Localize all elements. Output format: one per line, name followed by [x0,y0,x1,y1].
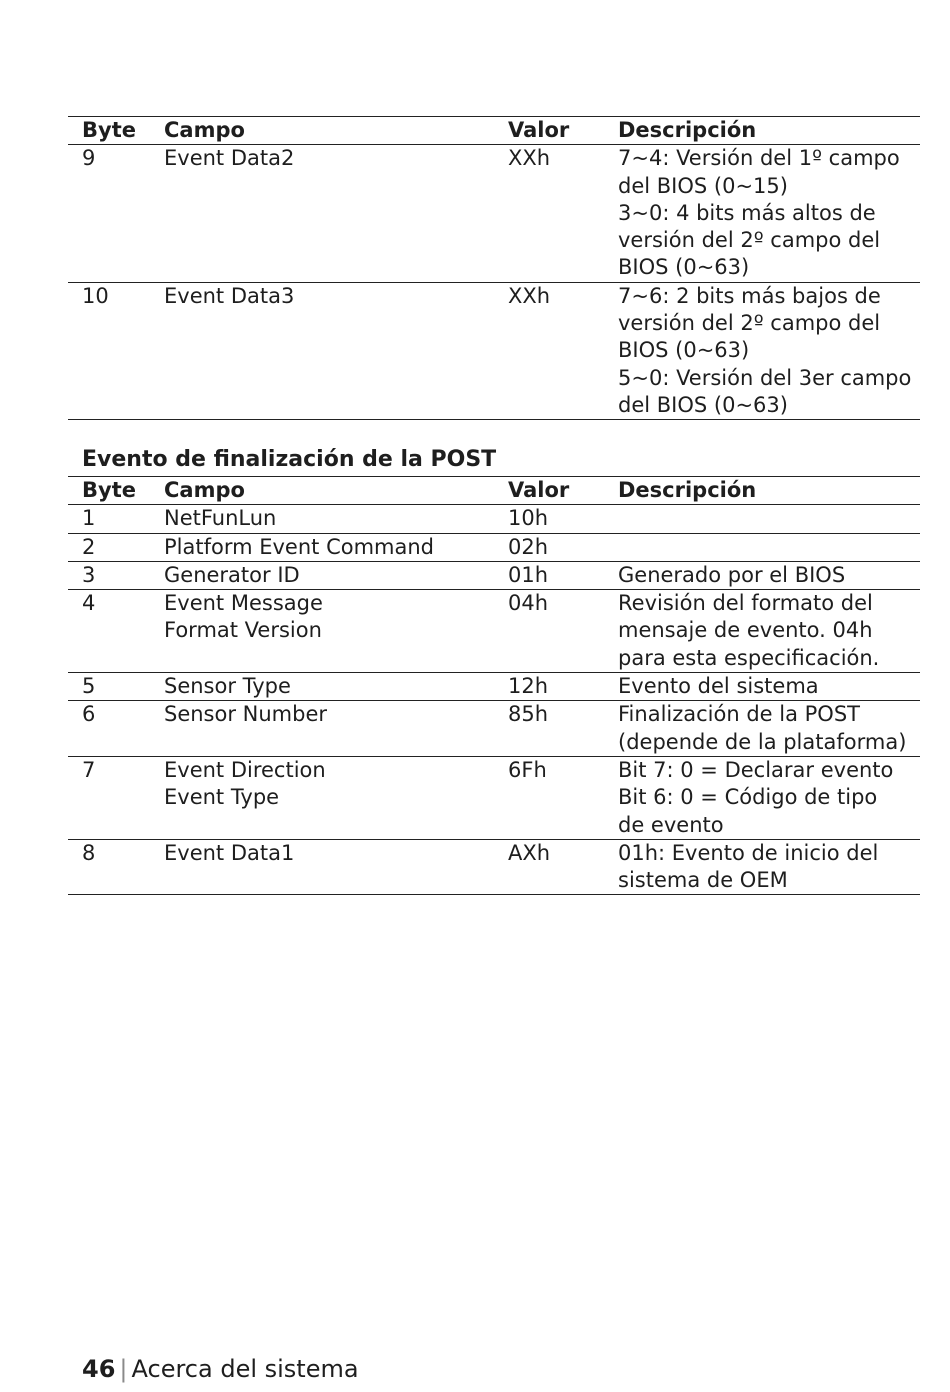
value-cell: AXh [508,839,618,895]
description-cell: 01h: Evento de inicio del sistema de OEM [618,839,920,895]
value-cell: 02h [508,533,618,561]
field-cell: Event Data2 [164,145,508,282]
description-cell: Generado por el BIOS [618,561,920,589]
table-header-row [68,117,920,145]
byte-cell: 9 [68,145,164,282]
value-cell: 12h [508,673,618,701]
value-cell: 85h [508,701,618,757]
table-row [68,533,920,561]
page-number: 46 [82,1355,116,1383]
header-byte: Byte [68,117,164,145]
value-cell: 04h [508,590,618,673]
header-valor: Valor [508,477,618,505]
table-row [68,590,920,673]
page-footer [82,1354,359,1384]
table-post-completion-event [68,476,920,895]
description-cell: Finalización de la POST (depende de la plataforma) [618,701,920,757]
description-cell: 7~6: 2 bits más bajos de versión del 2º campo del BIOS (0~63) 5~0: Versión del 3er campo del BIOS (0~63) [618,282,920,419]
footer-section-name: Acerca del sistema [131,1355,359,1383]
section-title: Evento de finalización de la POST [82,447,497,472]
header-descripcion: Descripción [618,117,920,145]
field-cell: Platform Event Command [164,533,508,561]
byte-cell: 4 [68,590,164,673]
table-row [68,673,920,701]
table-row [68,145,920,282]
header-campo: Campo [164,477,508,505]
byte-cell: 8 [68,839,164,895]
byte-cell: 1 [68,505,164,533]
field-cell: Event Message Format Version [164,590,508,673]
description-cell: 7~4: Versión del 1º campo del BIOS (0~15) 3~0: 4 bits más altos de versión del 2º campo del BIOS (0~63) [618,145,920,282]
table-row [68,839,920,895]
table-row [68,505,920,533]
value-cell: 01h [508,561,618,589]
description-cell: Evento del sistema [618,673,920,701]
value-cell: XXh [508,145,618,282]
field-cell: Generator ID [164,561,508,589]
table-row [68,756,920,839]
field-cell: Event Data3 [164,282,508,419]
field-cell: Event Direction Event Type [164,756,508,839]
table-row [68,561,920,589]
description-cell: Bit 7: 0 = Declarar evento Bit 6: 0 = Código de tipo de evento [618,756,920,839]
field-cell: Sensor Number [164,701,508,757]
header-valor: Valor [508,117,618,145]
byte-cell: 5 [68,673,164,701]
header-campo: Campo [164,117,508,145]
byte-cell: 6 [68,701,164,757]
header-byte: Byte [68,477,164,505]
byte-cell: 10 [68,282,164,419]
byte-cell: 7 [68,756,164,839]
header-descripcion: Descripción [618,477,920,505]
value-cell: 6Fh [508,756,618,839]
description-cell: Revisión del formato del mensaje de evento. 04h para esta especificación. [618,590,920,673]
byte-cell: 2 [68,533,164,561]
field-cell: Event Data1 [164,839,508,895]
byte-cell: 3 [68,561,164,589]
value-cell: 10h [508,505,618,533]
table-row [68,701,920,757]
description-cell [618,533,920,561]
field-cell: NetFunLun [164,505,508,533]
description-cell [618,505,920,533]
table-bios-event-data [68,116,920,420]
table-header-row [68,477,920,505]
field-cell: Sensor Type [164,673,508,701]
footer-separator: | [119,1355,128,1383]
table-row [68,282,920,419]
value-cell: XXh [508,282,618,419]
